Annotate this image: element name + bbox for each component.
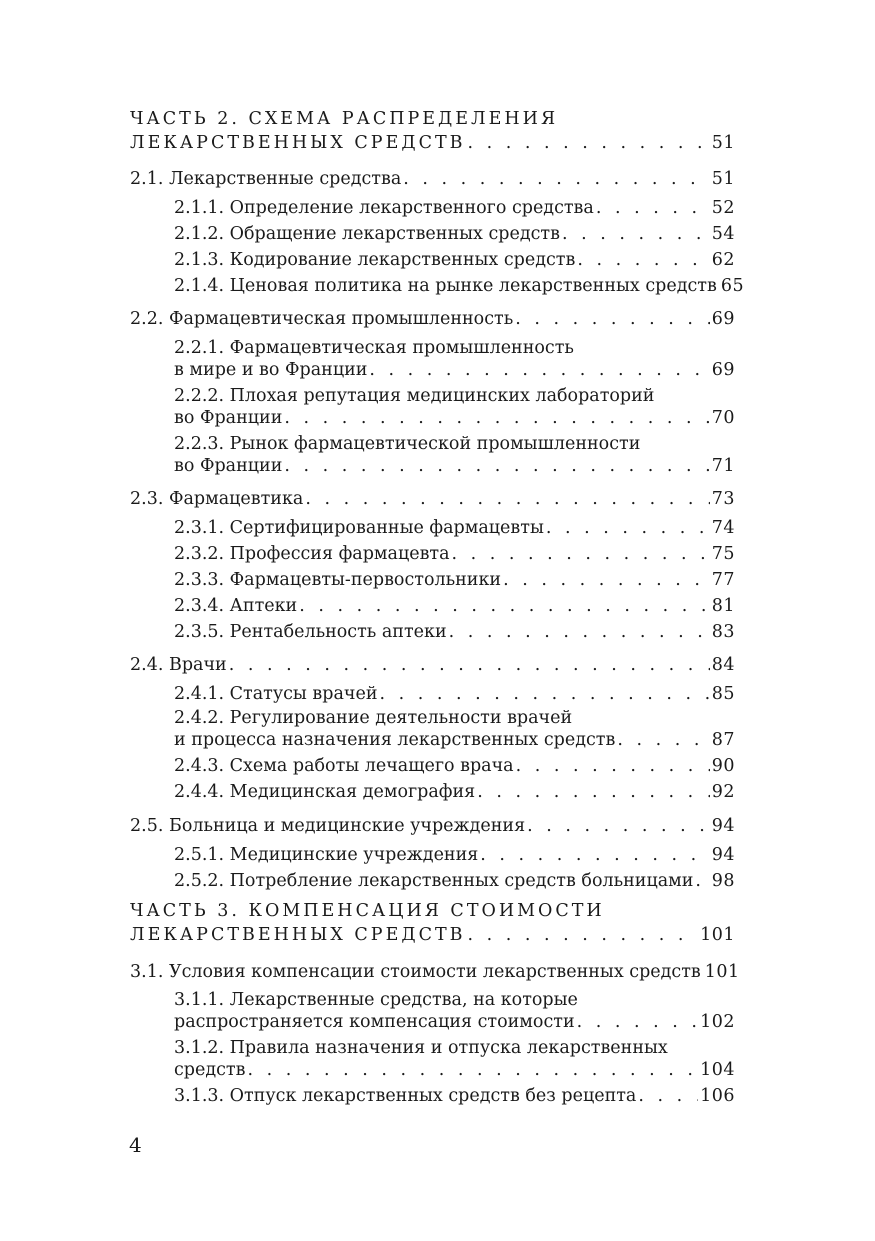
toc-entry[interactable] <box>174 403 735 429</box>
dot-leader <box>284 407 709 429</box>
toc-entry[interactable] <box>174 725 735 751</box>
dot-leader <box>546 517 710 539</box>
toc-entry[interactable] <box>174 777 735 803</box>
toc-page-number: 52 <box>711 198 735 218</box>
dot-leader <box>503 569 710 591</box>
toc-entry[interactable] <box>174 1081 735 1107</box>
toc-entry-title: 2.4.2. Регулирование деятельности врачей <box>174 708 573 728</box>
toc-entry[interactable] <box>174 193 735 219</box>
dot-leader <box>369 359 709 381</box>
dot-leader <box>617 729 709 751</box>
toc-page-number: 85 <box>711 684 735 704</box>
toc-page-number: 102 <box>700 1012 735 1032</box>
toc-page-number: 101 <box>700 925 735 945</box>
toc-page-number: 92 <box>711 782 735 802</box>
dot-leader <box>527 815 710 837</box>
toc-entry-title: 2.2. Фармацевтическая промышленность <box>130 309 514 329</box>
dot-leader <box>577 249 709 271</box>
toc-page-number: 77 <box>711 570 735 590</box>
dot-leader <box>247 1059 698 1081</box>
toc-entry[interactable] <box>174 751 735 777</box>
dot-leader <box>299 595 710 617</box>
toc-entry[interactable] <box>174 840 735 866</box>
toc-entry[interactable] <box>130 304 735 330</box>
toc-page-number: 83 <box>711 622 735 642</box>
toc-page-number: 69 <box>711 309 735 329</box>
part-2-heading <box>130 104 735 130</box>
toc-entry-title: 2.2.3. Рынок фармацевтической промышленности <box>174 434 641 454</box>
toc-entry-title: 2.5.2. Потребление лекарственных средств больницами <box>174 871 694 891</box>
toc-entry-title: 2.3.2. Профессия фармацевта <box>174 544 450 564</box>
dot-leader <box>305 488 709 510</box>
toc-entry-title: и процесса назначения лекарственных средств <box>174 730 616 750</box>
dot-leader <box>284 455 709 477</box>
toc-page-number: 71 <box>711 456 735 476</box>
toc-page-number: 84 <box>711 655 735 675</box>
toc-entry[interactable] <box>174 1007 735 1033</box>
dot-leader <box>380 683 710 705</box>
toc-entry-title: 2.1.4. Ценовая политика на рынке лекарственных средств <box>174 276 717 296</box>
toc-entry-title: 2.1. Лекарственные средства <box>130 169 402 189</box>
toc-page-number: 70 <box>711 408 735 428</box>
toc-entry-title: 3.1. Условия компенсации стоимости лекарственных средств <box>130 962 701 982</box>
toc-page-number: 51 <box>711 133 735 153</box>
toc-page-number: 81 <box>711 596 735 616</box>
toc-entry[interactable] <box>174 539 735 565</box>
toc-page-number: 90 <box>711 756 735 776</box>
toc-entry[interactable] <box>130 957 740 983</box>
toc-page-number: 74 <box>711 518 735 538</box>
toc-entry-title: ЧАСТЬ 2. СХЕМА РАСПРЕДЕЛЕНИЯ <box>130 109 559 129</box>
toc-entry-title: 2.5.1. Медицинские учреждения <box>174 845 479 865</box>
dot-leader <box>638 1085 698 1107</box>
toc-entry-title: 2.3.3. Фармацевты-первостольники <box>174 570 502 590</box>
dot-leader <box>403 168 709 190</box>
toc-page-number: 106 <box>700 1086 735 1106</box>
dot-leader <box>695 870 709 892</box>
toc-entry-title: 2.5. Больница и медицинские учреждения <box>130 816 526 836</box>
toc-page-number: 98 <box>711 871 735 891</box>
toc-entry[interactable] <box>130 164 735 190</box>
toc-entry[interactable] <box>174 866 735 892</box>
toc-entry-title: 2.4. Врачи <box>130 655 227 675</box>
toc-page-number: 69 <box>711 360 735 380</box>
toc-entry[interactable] <box>174 513 735 539</box>
toc-entry[interactable] <box>130 484 735 510</box>
toc-entry-title: 2.3.1. Сертифицированные фармацевты <box>174 518 544 538</box>
dot-leader <box>452 543 710 565</box>
toc-entry-title: 3.1.2. Правила назначения и отпуска лекарственных <box>174 1038 668 1058</box>
toc-entry-title: ЛЕКАРСТВЕННЫХ СРЕДСТВ <box>130 925 466 945</box>
toc-entry[interactable] <box>174 245 735 271</box>
page-number: 4 <box>129 1133 142 1157</box>
dot-leader <box>229 654 710 676</box>
toc-entry-title: в мире и во Франции <box>174 360 368 380</box>
toc-entry[interactable] <box>174 565 735 591</box>
toc-entry-title: 2.4.4. Медицинская демография <box>174 782 476 802</box>
dot-leader <box>562 223 710 245</box>
toc-entry-title: 2.1.1. Определение лекарственного средства <box>174 198 594 218</box>
toc-page-number: 101 <box>704 962 740 982</box>
toc-page-number: 94 <box>711 845 735 865</box>
toc-entry-title: 2.1.2. Обращение лекарственных средств <box>174 224 560 244</box>
toc-page-number: 73 <box>711 489 735 509</box>
toc-entry[interactable] <box>130 650 735 676</box>
toc-entry-title: во Франции <box>174 408 283 428</box>
toc-entry-title: 3.1.1. Лекарственные средства, на которые <box>174 990 578 1010</box>
toc-entry-title: ЧАСТЬ 3. КОМПЕНСАЦИЯ СТОИМОСТИ <box>130 901 605 921</box>
toc-entry-title: 2.3.5. Рентабельность аптеки <box>174 622 447 642</box>
toc-entry-title: ЛЕКАРСТВЕННЫХ СРЕДСТВ <box>130 133 466 153</box>
toc-entry-title: 2.3. Фармацевтика <box>130 489 304 509</box>
toc-page-number: 94 <box>711 816 735 836</box>
dot-leader <box>480 844 709 866</box>
dot-leader <box>515 308 709 330</box>
dot-leader <box>477 781 710 803</box>
dot-leader <box>468 132 710 154</box>
toc-entry[interactable] <box>174 617 735 643</box>
toc-entry[interactable] <box>130 128 735 154</box>
toc-entry-title: 3.1.3. Отпуск лекарственных средств без рецепта <box>174 1086 637 1106</box>
toc-entry[interactable] <box>174 1055 735 1081</box>
toc-entry-title: средств <box>174 1060 246 1080</box>
toc-page-number: 62 <box>711 250 735 270</box>
toc-entry-title: 2.4.1. Статусы врачей <box>174 684 378 704</box>
dot-leader <box>516 755 710 777</box>
toc-page-number: 51 <box>711 169 735 189</box>
toc-page-number: 75 <box>711 544 735 564</box>
toc-entry-title: 2.4.3. Схема работы лечащего врача <box>174 756 514 776</box>
toc-entry-title: во Франции <box>174 456 283 476</box>
toc-page-number: 87 <box>711 730 735 750</box>
dot-leader <box>449 621 710 643</box>
toc-entry[interactable] <box>174 271 745 297</box>
toc-entry-title: 2.1.3. Кодирование лекарственных средств <box>174 250 576 270</box>
toc-entry[interactable] <box>174 451 735 477</box>
dot-leader <box>468 924 699 946</box>
toc-entry-title: 2.2.2. Плохая репутация медицинских лабораторий <box>174 386 655 406</box>
toc-entry[interactable] <box>174 219 735 245</box>
toc-entry[interactable] <box>174 355 735 381</box>
toc-entry[interactable] <box>174 591 735 617</box>
toc-entry-title: 2.2.1. Фармацевтическая промышленность <box>174 338 574 358</box>
toc-entry-title: распространяется компенсация стоимости <box>174 1012 575 1032</box>
toc-page-number: 104 <box>700 1060 735 1080</box>
toc-entry-title: 2.3.4. Аптеки <box>174 596 298 616</box>
toc-entry[interactable] <box>130 920 735 946</box>
toc-entry[interactable] <box>174 679 735 705</box>
toc-page-number: 54 <box>711 224 735 244</box>
part-3-heading <box>130 896 735 922</box>
toc-page-number: 65 <box>720 276 745 296</box>
dot-leader <box>596 197 710 219</box>
toc-entry[interactable] <box>130 811 735 837</box>
dot-leader <box>577 1011 698 1033</box>
